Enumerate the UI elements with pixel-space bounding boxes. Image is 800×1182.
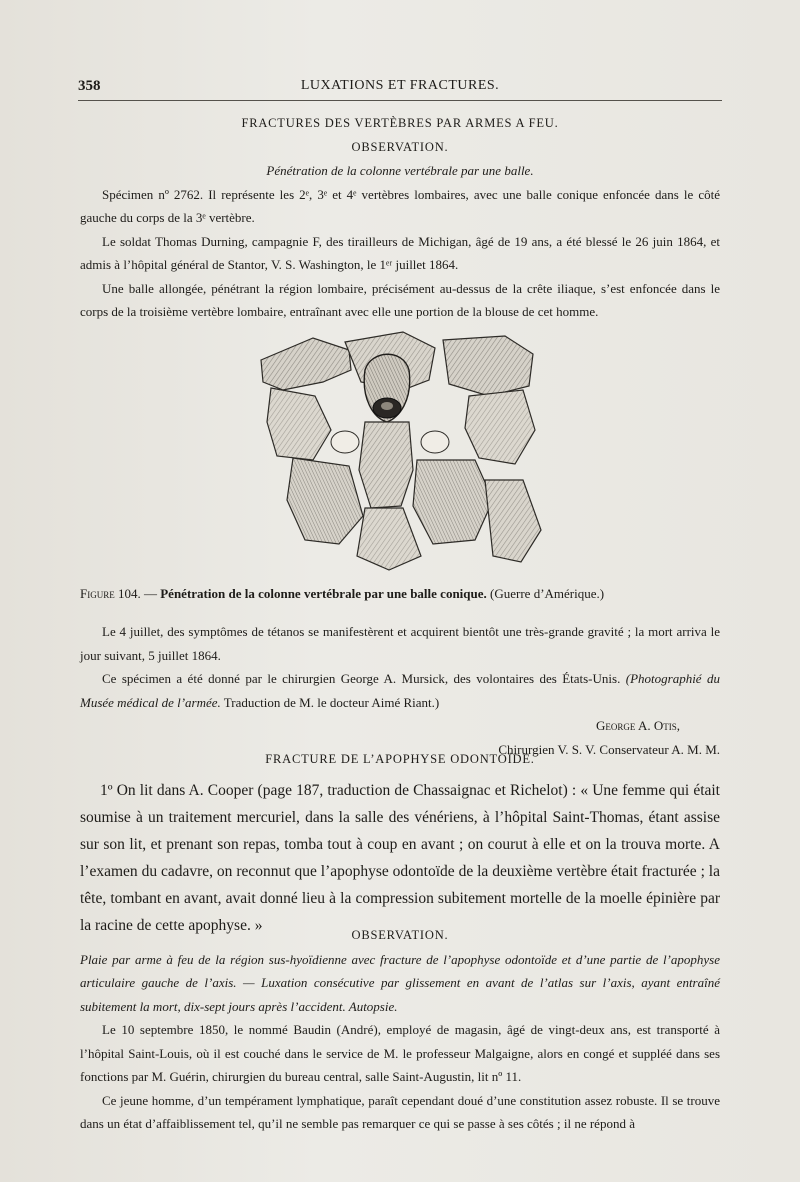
translation-credit: Traduction de M. le docteur Aimé Riant.) xyxy=(220,694,440,710)
figure-caption xyxy=(80,586,720,602)
paragraph: 1º On lit dans A. Cooper (page 187, traduction de Chassaignac et Richelot) : « Une femme qui était soumise à un traitement mercuriel, dans la salle des vénériens, à l’hôpital Saint-Thomas, étant assise sur son lit, et prenant son repas, tomba tout à coup en avant ; on courut à elle et on la trouva morte. A l’examen du cadavre, on reconnut que l’apophyse odontoïde de la deuxième vertèbre était fracturée ; la tête, tombant en avant, avait donné lieu à la compression subitement mortelle de la moelle épinière par la racine de cette apophyse. » xyxy=(80,782,720,934)
figure-title: Pénétration de la colonne vertébrale par une balle conique. xyxy=(160,586,487,601)
paragraph: Ce jeune homme, d’un tempérament lymphatique, paraît cependant doué d’une constitution assez robuste. Il se trouve dans un état d’affaiblissement tel, qu’il ne semble pas remarquer ce qui se passe à ses côtés ; il ne répond à xyxy=(80,1092,720,1131)
photo-credit: (Photographié du Musée médical de l’armée. xyxy=(80,671,720,710)
paragraph: Le soldat Thomas Durning, campagnie F, des tirailleurs de Michigan, âgé de 19 ans, a été blessé le 26 juin 1864, et admis à l’hôpital général de Stantor, V. S. Washington, le 1ᵉʳ juillet 1864. xyxy=(80,233,720,272)
running-title: LUXATIONS ET FRACTURES. xyxy=(300,78,500,93)
figure-note: (Guerre d’Amérique.) xyxy=(490,586,605,601)
page-number: 358 xyxy=(78,78,101,94)
figure-label: Figure 104. — xyxy=(80,586,157,601)
paragraph: Le 4 juillet, des symptômes de tétanos se manifestèrent et acquirent bientôt une très-grande gravité ; la mort arriva le jour suivant, 5 juillet 1864. xyxy=(80,624,720,663)
section-odontoid-observation xyxy=(80,924,720,1136)
paragraph: Une balle allongée, pénétrant la région lombaire, précisément au-dessus de la crête iliaque, s’est enfoncée dans le corps de la troisième vertèbre lombaire, entraînant avec elle une portion de la blouse de cet homme. xyxy=(80,280,720,319)
paragraph: Spécimen nº 2762. Il représente les 2ᵉ, 3ᵉ et 4ᵉ vertèbres lombaires, avec une balle conique enfoncée dans le côté gauche du corps de la 3ᵉ vertèbre. xyxy=(80,186,720,225)
page-header xyxy=(78,78,722,100)
cooper-quote xyxy=(80,777,720,939)
signature-title: Chirurgien V. S. V. Conservateur A. M. M. xyxy=(498,741,720,757)
paragraph xyxy=(80,667,720,714)
header-rule xyxy=(78,100,722,101)
vertebrae-illustration xyxy=(253,330,549,574)
section-gunshot-vertebrae xyxy=(80,112,720,324)
donation-text: Ce spécimen a été donné par le chirurgien George A. Mursick, des volontaires des États-Unis. xyxy=(102,671,626,686)
signature xyxy=(80,714,720,738)
observation-subtitle: Plaie par arme à feu de la région sus-hyoïdienne avec fracture de l’apophyse odontoïde et d’une partie de l’apophyse articulaire gauche de l’axis. — Luxation consécutive par glissement en avant de l’atlas sur l’axis, ayant entraîné subitement la mort, dix-sept jours après l’accident. Autopsie. xyxy=(80,951,720,1014)
section-odontoid xyxy=(80,752,720,939)
observation-heading: OBSERVATION. xyxy=(351,139,449,154)
signature-name: George A. Otis, xyxy=(596,718,680,733)
section-title: FRACTURES DES VERTÈBRES PAR ARMES A FEU. xyxy=(241,116,559,130)
observation-heading: OBSERVATION. xyxy=(351,928,449,942)
section-title: FRACTURE DE L’APOPHYSE ODONTOÏDE. xyxy=(265,752,535,766)
observation-subtitle: Pénétration de la colonne vertébrale par une balle. xyxy=(266,163,534,178)
section-gunshot-continued xyxy=(80,620,720,761)
paragraph: Le 10 septembre 1850, le nommé Baudin (André), employé de magasin, âgé de vingt-deux ans, est transporté à l’hôpital Saint-Louis, où il est couché dans le service de M. le professeur Malgaigne, alors en congé et suppléé dans ses fonctions par M. Guérin, chirurgien du bureau central, salle Saint-Augustin, lit nº 11. xyxy=(80,1022,720,1084)
